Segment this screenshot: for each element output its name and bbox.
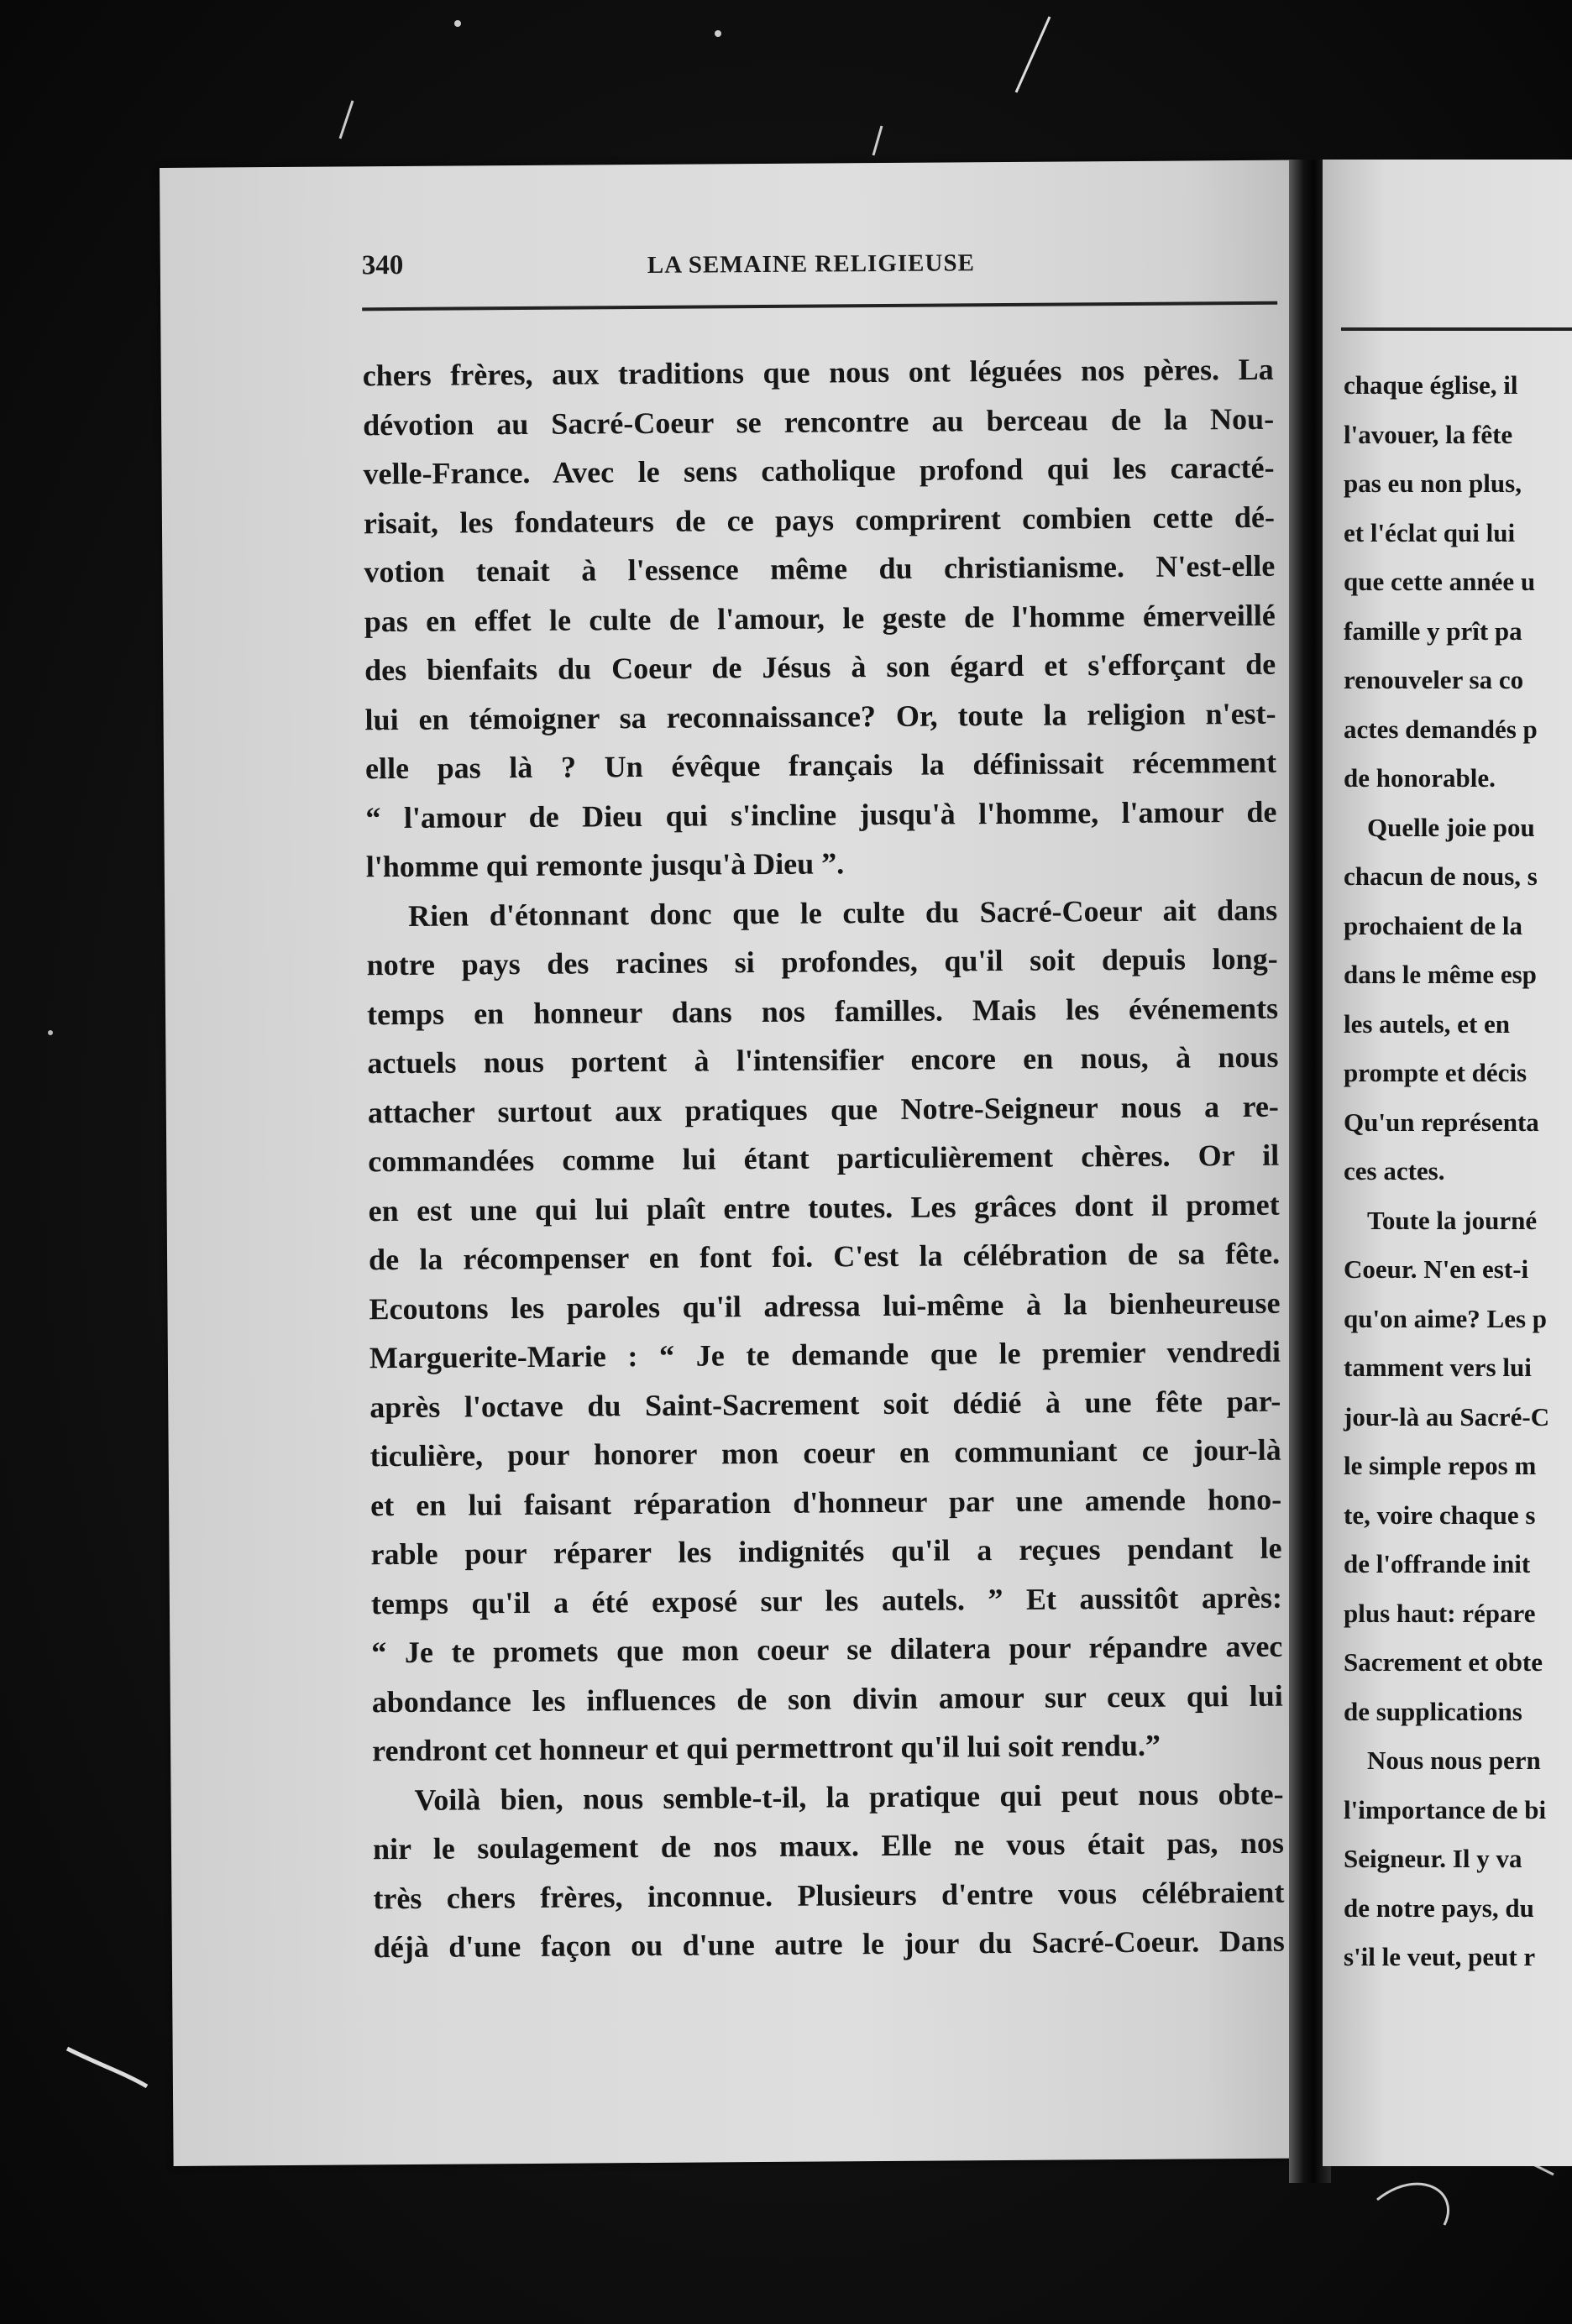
body-text <box>363 345 1285 1972</box>
left-page <box>160 160 1312 2166</box>
right-text-line: chaque église, il <box>1344 370 1518 400</box>
text-line: ticulière, pour honorer mon coeur en communiant ce jour-là <box>369 1432 1281 1473</box>
right-text-line: l'importance de bi <box>1344 1794 1547 1824</box>
text-line: chers frères, aux traditions que nous ont léguées nos pères. La <box>362 352 1274 393</box>
right-text-line: Coeur. N'en est-i <box>1344 1254 1529 1284</box>
right-text-line: dans le même esp <box>1344 960 1537 989</box>
text-line: en est une qui lui plaît entre toutes. Les grâces dont il promet <box>368 1187 1280 1227</box>
right-text-line: tamment vers lui <box>1344 1353 1532 1382</box>
right-text-line: de honorable. <box>1344 763 1496 793</box>
text-line: Voilà bien, nous semble-t-il, la pratique qui peut nous obte- <box>414 1777 1284 1817</box>
right-text-line: Sacrement et obte <box>1344 1647 1543 1677</box>
right-body-text <box>1344 361 1572 1982</box>
text-line: risait, les fondateurs de ce pays comprirent combien cette dé- <box>363 500 1276 540</box>
text-line: commandées comme lui étant particulièrement chères. Or il <box>368 1138 1280 1179</box>
header-rule <box>362 301 1277 311</box>
text-line: des bienfaits du Coeur de Jésus à son égard et s'efforçant de <box>364 646 1276 688</box>
right-text-line: et l'éclat qui lui <box>1344 517 1516 547</box>
right-text-line: plus haut: répare <box>1344 1598 1536 1628</box>
text-line: “ l'amour de Dieu qui s'incline jusqu'à l'homme, l'amour de <box>365 794 1277 835</box>
right-text-line: jour-là au Sacré-C <box>1344 1401 1550 1432</box>
right-text-line: famille y prît pa <box>1344 615 1522 646</box>
running-title: LA SEMAINE RELIGIEUSE <box>647 249 975 279</box>
right-text-line: chacun de nous, s <box>1344 861 1538 891</box>
right-text-line: prompte et décis <box>1344 1058 1527 1087</box>
right-text-line: que cette année u <box>1344 567 1536 596</box>
right-text-line: Nous nous pern <box>1367 1746 1541 1775</box>
text-line: velle-France. Avec le sens catholique profond qui les caracté- <box>363 450 1275 491</box>
right-text-line: renouveler sa co <box>1344 665 1524 694</box>
text-line: rendront cet honneur et qui permettront qu'il lui soit rendu.” <box>372 1728 1161 1768</box>
running-header <box>362 243 1319 301</box>
right-text-line: s'il le veut, peut r <box>1344 1942 1536 1971</box>
text-line: nir le soulagement de nos maux. Elle ne vous était pas, nos <box>372 1825 1285 1866</box>
text-line: après l'octave du Saint-Sacrement soit dédié à une fête par- <box>369 1384 1281 1424</box>
right-text-line: ces actes. <box>1344 1156 1445 1186</box>
text-line: abondance les influences de son divin amour sur ceux qui lui <box>371 1678 1283 1719</box>
right-text-line: actes demandés p <box>1344 714 1538 744</box>
text-line: lui en témoigner sa reconnaissance? Or, toute la religion n'est- <box>364 696 1276 736</box>
page-number: 340 <box>361 249 404 281</box>
text-line: temps qu'il a été exposé sur les autels. ” Et aussitôt après: <box>370 1580 1283 1620</box>
text-line: déjà d'une façon ou d'une autre le jour du Sacré-Coeur. Dans <box>373 1924 1285 1965</box>
text-line: Rien d'étonnant donc que le culte du Sacré-Coeur ait dans <box>408 892 1278 933</box>
text-line: dévotion au Sacré-Coeur se rencontre au berceau de la Nou- <box>363 401 1275 442</box>
text-line: elle pas là ? Un évêque français la définissait récemment <box>364 745 1277 786</box>
right-text-line: Toute la journé <box>1367 1205 1538 1235</box>
right-text-line: le simple repos m <box>1344 1451 1537 1480</box>
right-text-line: de l'offrande init <box>1344 1549 1531 1578</box>
text-line: actuels nous portent à l'intensifier encore en nous, à nous <box>367 1039 1279 1081</box>
text-line: et en lui faisant réparation d'honneur par une amende hono- <box>369 1482 1282 1522</box>
text-line: attacher surtout aux pratiques que Notre-Seigneur nous a re- <box>367 1089 1279 1129</box>
right-text-line: l'avouer, la fête <box>1344 419 1513 449</box>
right-text-line: les autels, et en <box>1344 1008 1511 1039</box>
text-line: votion tenait à l'essence même du christianisme. N'est-elle <box>364 548 1276 589</box>
right-text-line: te, voire chaque s <box>1344 1500 1536 1530</box>
text-line: rable pour réparer les indignités qu'il a reçues pendant le <box>370 1531 1282 1572</box>
text-line: de la récompenser en font foi. C'est la célébration de sa fête. <box>368 1236 1281 1277</box>
right-text-line: pas eu non plus, <box>1344 468 1522 498</box>
text-line: très chers frères, inconnue. Plusieurs d'entre vous célébraient <box>373 1875 1285 1915</box>
text-line: temps en honneur dans nos familles. Mais les événements <box>366 991 1279 1031</box>
text-line: l'homme qui remonte jusqu'à Dieu ”. <box>365 846 845 884</box>
right-header-rule <box>1341 327 1572 331</box>
right-text-line: Qu'un représenta <box>1344 1107 1539 1137</box>
text-line: pas en effet le culte de l'amour, le geste de l'homme émerveillé <box>364 598 1276 638</box>
right-text-line: qu'on aime? Les p <box>1344 1303 1548 1333</box>
right-text-line: Seigneur. Il y va <box>1344 1844 1522 1873</box>
right-page-cropped <box>1323 160 1572 2166</box>
text-line: notre pays des racines si profondes, qu'il soit depuis long- <box>366 941 1278 982</box>
right-text-line: de supplications <box>1344 1696 1522 1726</box>
text-line: “ Je te promets que mon coeur se dilatera pour répandre avec <box>371 1629 1283 1670</box>
right-text-line: Quelle joie pou <box>1367 812 1535 842</box>
text-line: Ecoutons les paroles qu'il adressa lui-même à la bienheureuse <box>369 1285 1281 1326</box>
right-text-line: prochaient de la <box>1344 910 1522 940</box>
right-text-line: de notre pays, du <box>1344 1892 1534 1923</box>
text-line: Marguerite-Marie : “ Je te demande que le premier vendredi <box>369 1334 1281 1375</box>
